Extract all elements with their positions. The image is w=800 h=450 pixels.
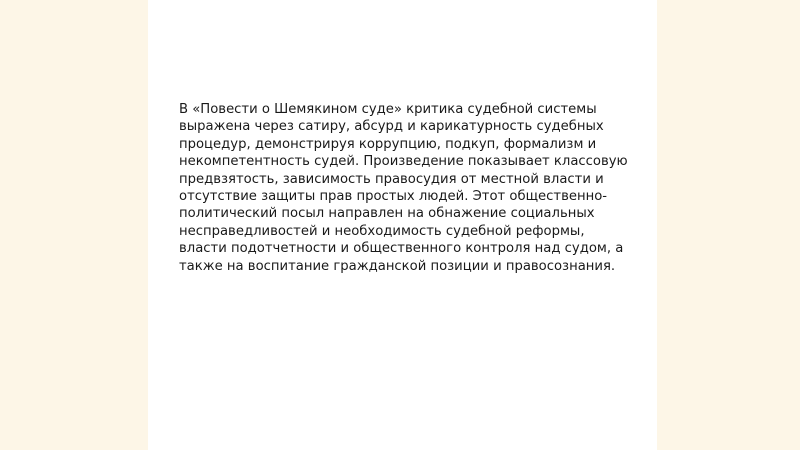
document-page [148, 0, 657, 450]
right-margin-background [657, 0, 800, 450]
paragraph-line: некомпетентность судей. Произведение показывает классовую [179, 154, 628, 170]
paragraph-line: отсутствие защиты прав простых людей. Этот общественно- [179, 189, 608, 205]
paragraph-line: также на воспитание гражданской позиции и правосознания. [179, 258, 616, 274]
paragraph-line: власти подотчетности и общественного контроля над судом, а [179, 241, 624, 257]
left-margin-background [0, 0, 148, 450]
paragraph-line: В «Повести о Шемякином суде» критика судебной системы [179, 102, 597, 117]
body-paragraph [179, 101, 631, 275]
paragraph-line: процедур, демонстрируя коррупцию, подкуп, формализм и [179, 136, 597, 152]
paragraph-line: политический посыл направлен на обнажение социальных [179, 206, 595, 222]
paragraph-line: выражена через сатиру, абсурд и карикатурность судебных [179, 119, 604, 135]
paragraph-line: предвзятость, зависимость правосудия от местной власти и [179, 171, 604, 187]
paragraph-line: несправедливостей и необходимость судебной реформы, [179, 223, 585, 239]
